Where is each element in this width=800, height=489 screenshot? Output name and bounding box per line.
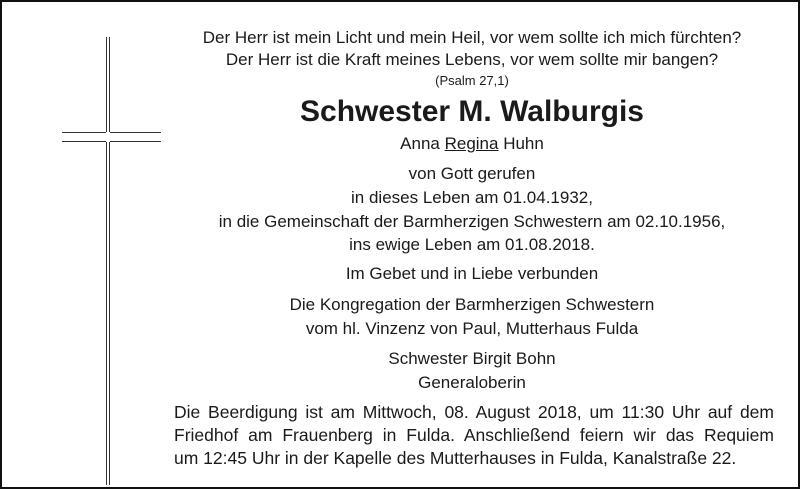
dates-line-4: ins ewige Leben am 01.08.2018. (349, 235, 595, 254)
funeral-line-1: Die Beerdigung ist am Mittwoch, 08. August 2018, um 11:30 Uhr auf dem (174, 402, 774, 422)
funeral-line-3: um 12:45 Uhr in der Kapelle des Mutterhauses in Fulda, Kanalstraße 22. (174, 448, 737, 468)
prayer-line: Im Gebet und in Liebe verbunden (345, 264, 599, 283)
deceased-name: Schwester M. Walburgis (300, 95, 644, 128)
dates-line-3: in die Gemeinschaft der Barmherzigen Schwestern am 02.10.1956, (218, 212, 726, 231)
psalm-line-1: Der Herr ist mein Licht und mein Heil, vor wem sollte ich mich fürchten? (202, 28, 742, 47)
dates-line-2: in dieses Leben am 01.04.1932, (351, 188, 593, 207)
cross-horizontal-beam (62, 132, 161, 142)
psalm-line-2: Der Herr ist die Kraft meines Lebens, vor wem sollte mir bangen? (225, 50, 719, 69)
civil-name-surname: Huhn (503, 134, 544, 153)
congregation-line-2: vom hl. Vinzenz von Paul, Mutterhaus Fulda (305, 319, 639, 338)
civil-name-underlined: Regina (444, 134, 499, 153)
dates-line-1: von Gott gerufen (408, 164, 536, 183)
civil-name (162, 134, 782, 154)
signatory-role: Generaloberin (418, 373, 526, 392)
psalm-reference: (Psalm 27,1) (435, 73, 509, 88)
civil-name-first: Anna (400, 134, 440, 153)
signatory-name: Schwester Birgit Bohn (388, 349, 556, 368)
funeral-line-2: Friedhof am Frauenberg in Fulda. Anschließend feiern wir das Requiem (174, 425, 774, 445)
congregation-line-1: Die Kongregation der Barmherzigen Schwestern (289, 295, 655, 314)
cross-intersection (106, 132, 110, 142)
cross-vertical-beam (106, 37, 110, 485)
